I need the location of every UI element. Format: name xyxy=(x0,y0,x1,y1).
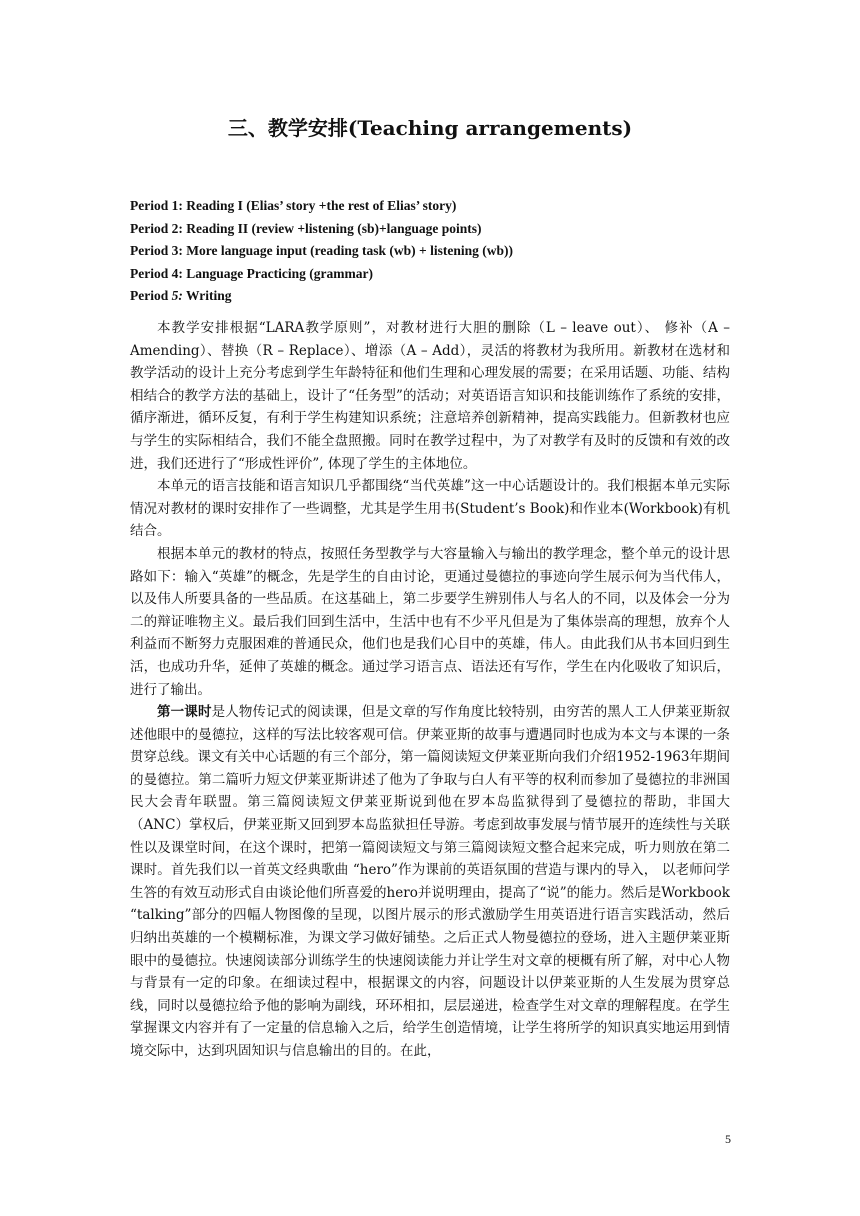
period-label: Period 4: xyxy=(130,265,183,281)
period-text: Reading I (Elias’ story +the rest of Elias’ story) xyxy=(182,198,457,213)
period-item xyxy=(130,263,730,286)
period-text: Language Practicing (grammar) xyxy=(182,265,373,281)
period-label: Period xyxy=(130,288,169,303)
period-item xyxy=(130,218,730,241)
period-item xyxy=(130,195,730,218)
period-item xyxy=(130,285,730,308)
paragraph-unit-topic: 本单元的语言技能和语言知识几乎都围绕“当代英雄”这一中心话题设计的。我们根据本单元实际情况对教材的课时安排作了一些调整，尤其是学生用书(Student’s Book)和作业本(Workbook)有机结合。 xyxy=(130,478,730,540)
paragraph-body: 是人物传记式的阅读课，但是文章的写作角度比较特别，由穷苦的黑人工人伊莱亚斯叙述他眼中的曼德拉，这样的写法比较客观可信。伊莱亚斯的故事与遭遇同时也成为本文与本课的一条贯穿总线。课文有关中心话题的有三个部分，第一篇阅读短文伊莱亚斯向我们介绍1952-1963年期间的曼德拉。第二篇听力短文伊莱亚斯讲述了他为了争取与白人有平等的权利而参加了曼德拉的非洲国民大会青年联盟。第三篇阅读短文伊莱亚斯说到他在罗本岛监狱得到了曼德拉的帮助，非国大（ANC）掌权后，伊莱亚斯又回到罗本岛监狱担任导游。考虑到故事发展与情节展开的连续性与关联性以及课堂时间，在这个课时，把第一篇阅读短文与第三篇阅读短文整合起来完成，听力则放在第二课时。首先我们以一首英文经典歌曲 “hero”作为课前的英语氛围的营造与课内的导入， 以老师问学生答的有效互动形式自由谈论他们所喜爱的hero并说明理由，提高了“说”的能力。然后是Workbook “talking”部分的四幅人物图像的呈现，以图片展示的形式激励学生用英语进行语言实践活动，然后归纳出英雄的一个模糊标准，为课文学习做好铺垫。之后正式人物曼德拉的登场，进入主题伊莱亚斯眼中的曼德拉。快速阅读部分训练学生的快速阅读能力并让学生对文章的梗概有所了解，对中心人物与背景有一定的印象。在细读过程中，根据课文的内容，问题设计以伊莱亚斯的人生发展为贯穿总线，同时以曼德拉给予他的影响为副线，环环相扣，层层递进，检查学生对文章的理解程度。在学生掌握课文内容并有了一定量的信息输入之后，给学生创造情境，让学生将所学的知识真实地运用到情境交际中，达到巩固知识与信息输出的目的。在此， xyxy=(130,704,731,1059)
page-title: 三、教学安排(Teaching arrangements) xyxy=(227,116,633,140)
paragraph-first-period xyxy=(130,701,730,1063)
paragraph-lead: 第一课时 xyxy=(157,704,212,721)
period-item xyxy=(130,240,730,263)
period-label: Period 1: xyxy=(130,198,183,213)
period-label: Period 3: xyxy=(130,243,183,258)
period-text: More language input (reading task (wb) + listening (wb)) xyxy=(182,243,513,258)
page-number: 5 xyxy=(725,1132,731,1146)
period-list xyxy=(130,195,730,308)
paragraph-lara-principle: 本教学安排根据“LARA教学原则”，对教材进行大胆的删除（L – leave out）、 修补（A – Amending）、替换（R – Replace）、增添（A – Add），灵活的将教材为我所用。新教材在选材和教学活动的设计上充分考虑到学生年龄特征和他们生理和心理发展的需要；在采用话题、功能、结构相结合的教学方法的基础上，设计了“任务型”的活动；对英语语言知识和技能训练作了系统的安排，循序渐进，循环反复，有利于学生构建知识系统；注意培养创新精神，提高实践能力。但新教材也应与学生的实际相结合，我们不能全盘照搬。同时在教学过程中，为了对教学有及时的反馈和有效的改进，我们还进行了“形成性评价”, 体现了学生的主体地位。 xyxy=(130,320,730,472)
period-label: Period 2: xyxy=(130,220,183,236)
period-label-italic: 5: xyxy=(168,288,183,303)
body-text xyxy=(130,317,730,1063)
period-text: Writing xyxy=(182,288,232,303)
period-text: Reading II (review +listening (sb)+language points) xyxy=(182,220,482,236)
paragraph-unit-design: 根据本单元的教材的特点，按照任务型教学与大容量输入与输出的教学理念，整个单元的设计思路如下：输入“英雄”的概念，先是学生的自由讨论，更通过曼德拉的事迹向学生展示何为当代伟人，以及伟人所要具备的一些品质。在这基础上，第二步要学生辨别伟人与名人的不同，以及体会一分为二的辩证唯物主义。最后我们回到生活中，生活中也有不少平凡但是为了集体崇高的理想，放弃个人利益而不断努力克服困难的普通民众，他们也是我们心目中的英雄，伟人。由此我们从书本回归到生活，也成功升华，延伸了英雄的概念。通过学习语言点、语法还有写作，学生在内化吸收了知识后，进行了输出。 xyxy=(130,545,730,698)
